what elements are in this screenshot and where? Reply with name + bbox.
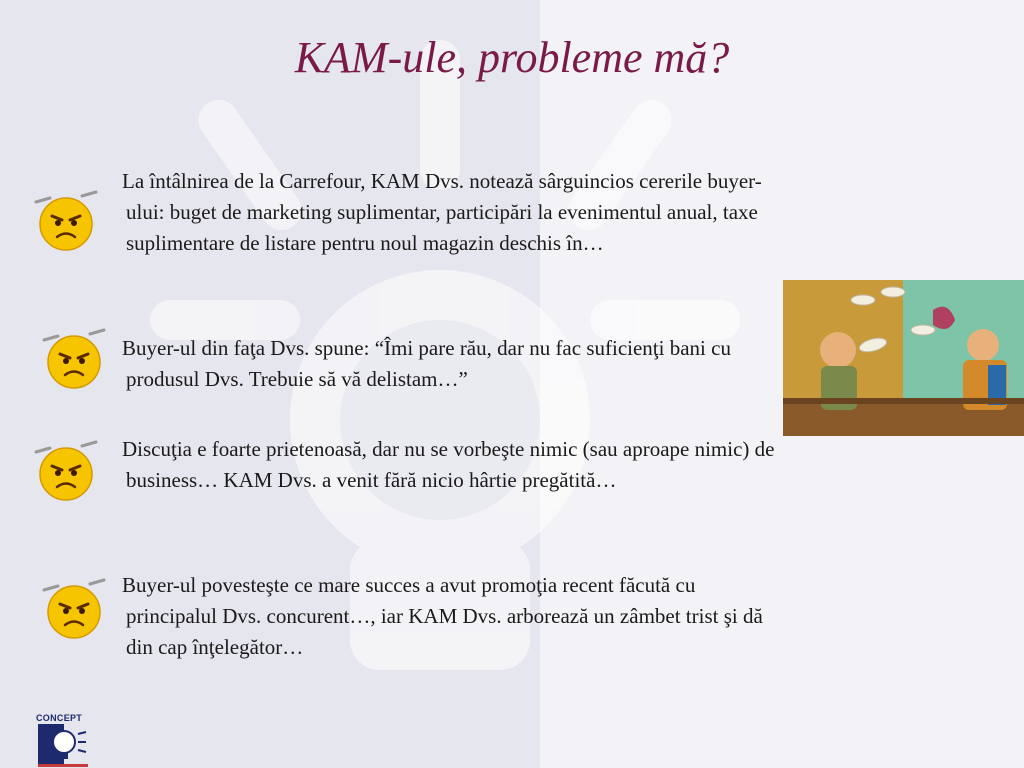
bullet-text: Discuţia e foarte prietenoasă, dar nu se vorbeşte nimic (sau aproape nimic) de business… KAM Dvs. a venit fără nicio hârtie pregătită… [122, 437, 775, 492]
bullet-item [110, 434, 790, 496]
logo-text: CONCEPT [36, 713, 83, 723]
bullet-item [110, 570, 790, 663]
two-men-negotiating-illustration [783, 280, 1024, 436]
lightbulb-logo-icon [36, 712, 90, 768]
bullet-item [110, 333, 790, 395]
bullet-item [110, 166, 790, 259]
angry-face-icon [38, 578, 110, 642]
bullet-text: Buyer-ul din faţa Dvs. spune: “Îmi pare rău, dar nu fac suficienţi bani cu produsul Dvs. Trebuie să vă delistam…” [122, 336, 731, 391]
angry-face-icon [38, 328, 110, 392]
bullet-text: Buyer-ul povesteşte ce mare succes a avut promoţia recent făcută cu principalul Dvs. concurent…, iar KAM Dvs. arborează un zâmbet trist şi dă din cap înţelegător… [122, 573, 763, 659]
slide-title: KAM-ule, probleme mă? [294, 33, 730, 82]
angry-face-icon [30, 440, 102, 504]
angry-face-icon [30, 190, 102, 254]
bullet-text: La întâlnirea de la Carrefour, KAM Dvs. notează sârguincios cererile buyer-ului: buget de marketing suplimentar, participări la evenimentul anual, taxe suplimentare de listare pentru noul magazin deschis în… [122, 169, 762, 255]
